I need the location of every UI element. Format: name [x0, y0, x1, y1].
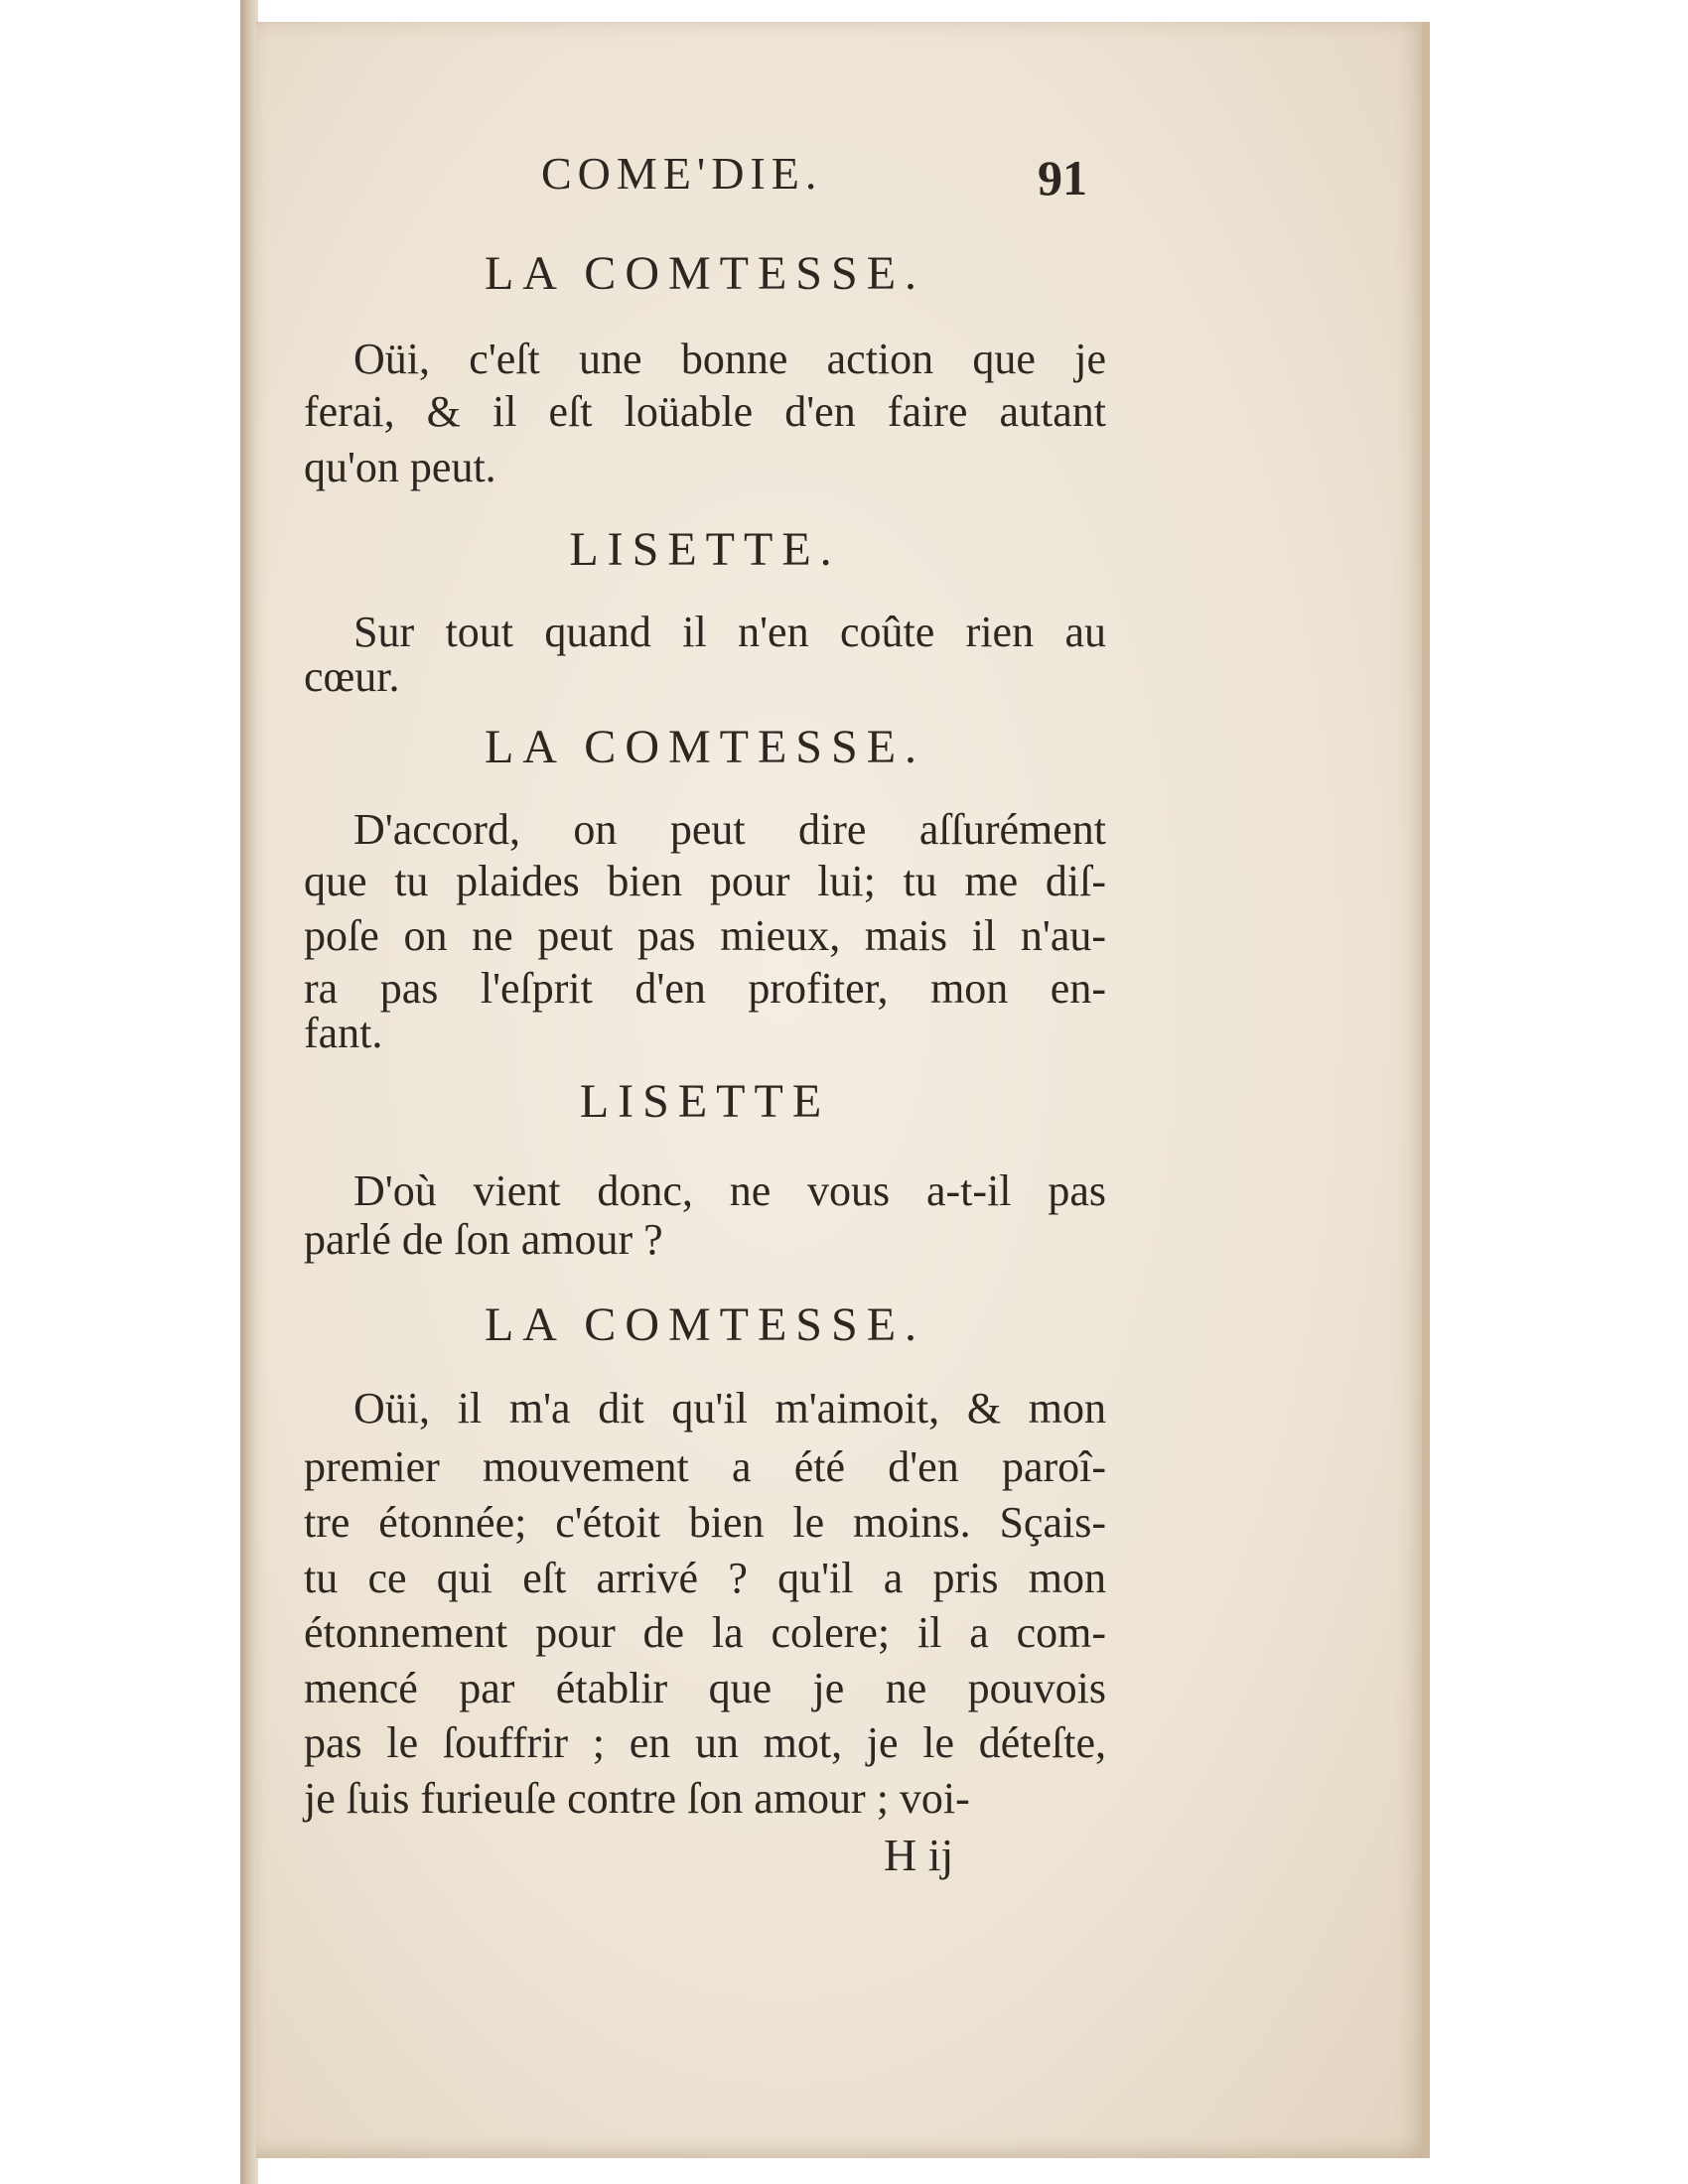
text-line: parlé de ſon amour ? — [304, 1215, 663, 1264]
text-line: D'accord, on peut dire aſſurément — [353, 805, 1106, 854]
text-line: tre étonnée; c'étoit bien le moins. Sçais- — [304, 1498, 1106, 1547]
text-line: que tu plaides bien pour lui; tu me diſ- — [304, 857, 1106, 905]
running-head-title: COME'DIE. — [541, 148, 823, 199]
text-line: poſe on ne peut pas mieux, mais il n'au- — [304, 911, 1106, 960]
text-line: cœur. — [304, 652, 400, 701]
signature-mark: H ij — [884, 1830, 954, 1880]
speaker-name: LISETTE. — [569, 523, 841, 576]
text-line: ferai, & il eſt loüable d'en faire autant — [304, 387, 1106, 436]
speaker-name: LA COMTESSE. — [484, 247, 926, 300]
text-line: Oüi, c'eſt une bonne action que je — [353, 335, 1106, 383]
text-line: étonnement pour de la colere; il a com- — [304, 1608, 1106, 1657]
speaker-name: LA COMTESSE. — [484, 1298, 926, 1351]
text-line: pas le ſouffrir ; en un mot, je le déteſte, — [304, 1718, 1106, 1767]
text-line: Sur tout quand il n'en coûte rien au — [353, 608, 1106, 656]
speaker-name: LA COMTESSE. — [484, 721, 926, 773]
speaker-name: LISETTE — [579, 1075, 831, 1128]
page-edge — [1422, 22, 1430, 2158]
page-number: 91 — [1038, 150, 1087, 205]
text-line: mencé par établir que je ne pouvois — [304, 1664, 1106, 1712]
text-line: je ſuis furieuſe contre ſon amour ; voi- — [304, 1774, 970, 1823]
text-line: qu'on peut. — [304, 443, 496, 491]
text-line: D'où vient donc, ne vous a-t-il pas — [353, 1166, 1106, 1215]
text-line: fant. — [304, 1009, 383, 1057]
text-line: tu ce qui eſt arrivé ? qu'il a pris mon — [304, 1554, 1106, 1602]
text-line: premier mouvement a été d'en paroî- — [304, 1442, 1106, 1491]
text-line: Oüi, il m'a dit qu'il m'aimoit, & mon — [353, 1384, 1106, 1433]
text-line: ra pas l'eſprit d'en profiter, mon en- — [304, 964, 1106, 1013]
